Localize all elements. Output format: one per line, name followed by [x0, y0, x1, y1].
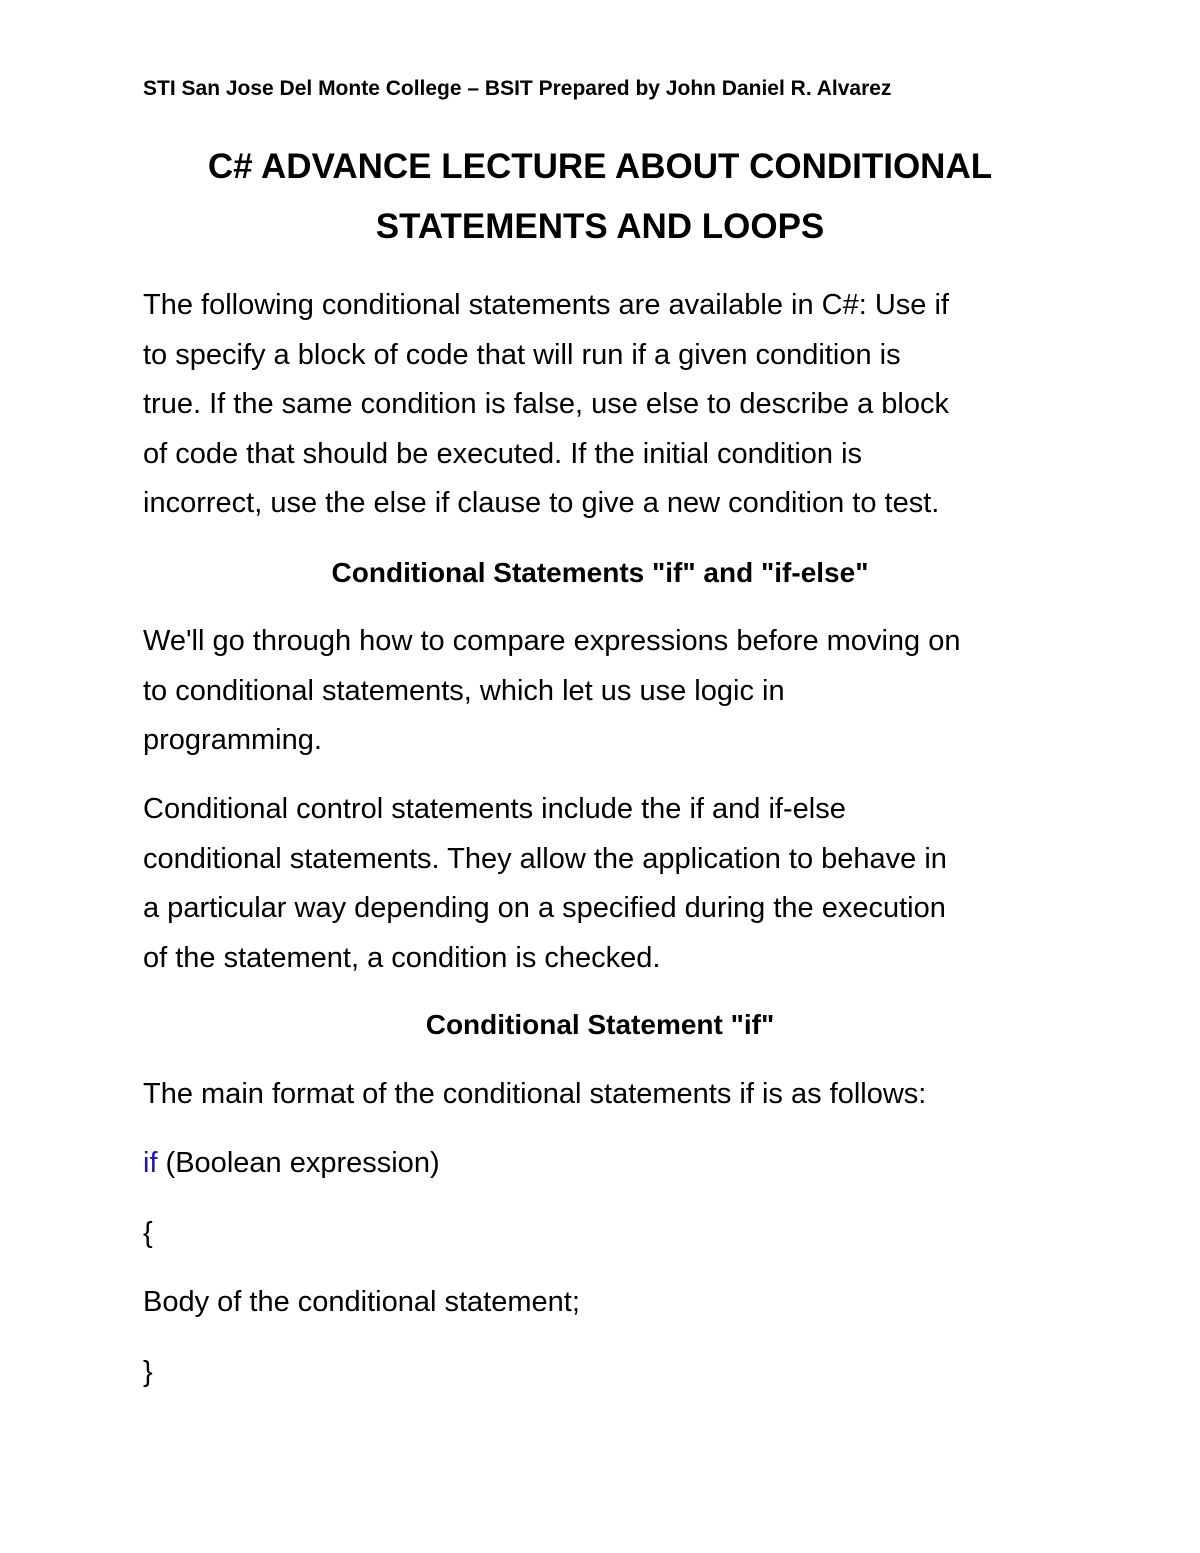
- format-intro-text: The main format of the conditional statements if is as follows:: [143, 1078, 927, 1110]
- comparison-paragraph: [143, 617, 1073, 766]
- code-body-line: Body of the conditional statement;: [143, 1286, 580, 1318]
- code-open-brace: {: [143, 1217, 153, 1249]
- intro-line: true. If the same condition is false, use else to describe a block: [143, 388, 949, 420]
- title-line-1: C# ADVANCE LECTURE ABOUT CONDITIONAL: [207, 147, 993, 186]
- intro-line: to specify a block of code that will run if a given condition is: [143, 338, 901, 371]
- paragraph-line: Conditional control statements include the if and if-else: [143, 793, 846, 825]
- paragraph-line: of the statement, a condition is checked.: [143, 941, 661, 974]
- intro-line: The following conditional statements are available in C#: Use if: [143, 289, 949, 321]
- paragraph-line: We'll go through how to compare expressions before moving on: [143, 625, 961, 657]
- code-close-brace: }: [143, 1356, 153, 1388]
- control-statements-paragraph: [143, 785, 1073, 983]
- section-heading-if: Conditional Statement "if": [425, 1009, 775, 1040]
- intro-line: of code that should be executed. If the initial condition is: [143, 437, 863, 470]
- code-if-line: [143, 1146, 440, 1180]
- if-keyword: if: [143, 1147, 158, 1179]
- paragraph-line: programming.: [143, 724, 322, 756]
- document-title: [100, 148, 1100, 268]
- page-header: STI San Jose Del Monte College – BSIT Prepared by John Daniel R. Alvarez: [143, 77, 892, 100]
- intro-paragraph: [143, 281, 1073, 529]
- paragraph-line: to conditional statements, which let us use logic in: [143, 674, 785, 707]
- section-heading-if-else: Conditional Statements "if" and "if-else": [331, 557, 869, 588]
- title-line-2: STATEMENTS AND LOOPS: [375, 207, 825, 246]
- paragraph-line: a particular way depending on a specified during the execution: [143, 892, 946, 924]
- intro-line: incorrect, use the else if clause to give a new condition to test.: [143, 487, 940, 519]
- boolean-condition: (Boolean expression): [157, 1147, 440, 1179]
- paragraph-line: conditional statements. They allow the application to behave in: [143, 842, 947, 875]
